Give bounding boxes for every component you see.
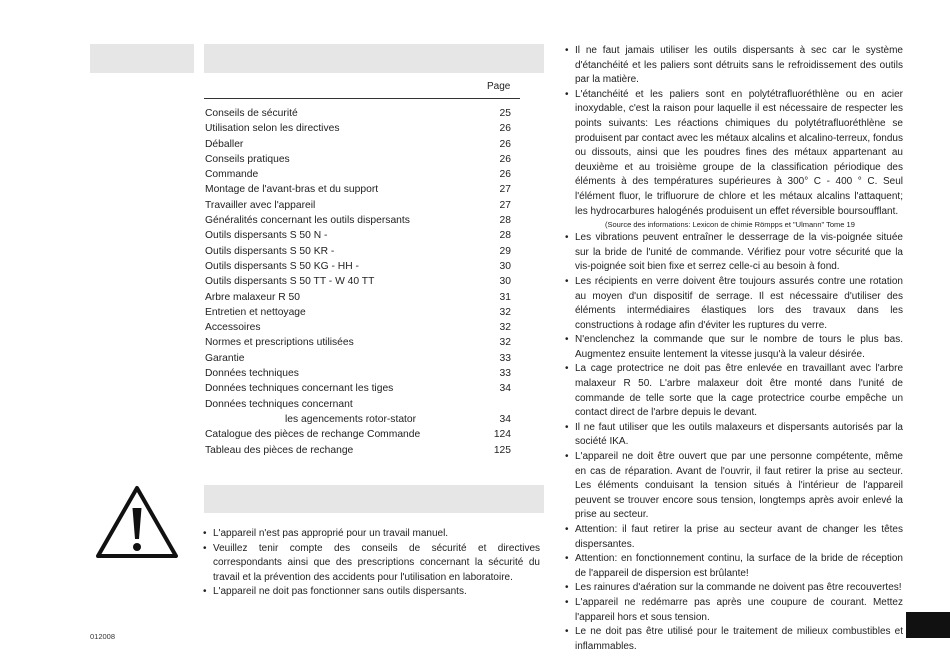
document-code: 012008 [90, 632, 116, 641]
toc-row[interactable]: Généralités concernant les outils dispersants 28 [205, 215, 511, 227]
toc-header-bar [204, 44, 544, 73]
list-item: • La cage protectrice ne doit pas être enlevée en travaillant avec l'arbre malaxeur R 50. L'arbre malaxeur doit être monté dans l'unité de commande de telle sorte que la cage protectrice courbe empêche un contact direct de l'arbre depuis le devant. [565, 362, 903, 420]
list-item: • L'appareil ne doit pas fonctionner sans outils dispersants. [203, 585, 540, 600]
safety-header-bar [204, 485, 544, 513]
safety-instructions-list [203, 527, 540, 600]
toc-row[interactable]: Catalogue des pièces de rechange Commande 124 [205, 429, 511, 441]
list-item: • Les récipients en verre doivent être toujours assurés contre une rotation au moyen d'un dispositif de serrage. Il est nécessaire d'utiliser des éléments intermédiaires élastiques lors des travaux dans les constructions à rodage afin d'éviter les ruptures du verre. [565, 275, 903, 333]
toc-row[interactable]: Déballer 26 [205, 138, 511, 150]
toc-row[interactable]: Accessoires 32 [205, 322, 511, 334]
list-item: • N'enclenchez la commande que sur le nombre de tours le plus bas. Augmentez ensuite lentement la vitesse jusqu'à la valeur désirée. [565, 333, 903, 362]
toc-row[interactable]: Arbre malaxeur R 50 31 [205, 291, 511, 303]
toc-row[interactable]: Outils dispersants S 50 KG - HH - 30 [205, 260, 511, 272]
toc-row[interactable]: Conseils pratiques 26 [205, 153, 511, 165]
toc-row[interactable]: Entretien et nettoyage 32 [205, 306, 511, 318]
toc-row[interactable]: Garantie 33 [205, 352, 511, 364]
toc-page-column-label: Page [487, 81, 511, 92]
toc-row[interactable]: Données techniques 33 [205, 368, 511, 380]
list-item: • L'appareil ne redémarre pas après une coupure de courant. Mettez l'appareil hors et sous tension. [565, 596, 903, 625]
toc-row[interactable]: Outils dispersants S 50 N - 28 [205, 230, 511, 242]
list-item: • Les vibrations peuvent entraîner le desserrage de la vis-poignée située sur la bride de l'unité de commande. Vérifiez pour votre sécurité que la vis-poignée soit bien fixe et serrez celle-ci au besoin à fond. [565, 231, 903, 275]
toc-row[interactable]: Normes et prescriptions utilisées 32 [205, 337, 511, 349]
list-item: • L'appareil n'est pas approprié pour un travail manuel. [203, 527, 540, 542]
toc-row[interactable]: Données techniques concernant [205, 398, 353, 410]
list-item: • Il ne faut utiliser que les outils malaxeurs et dispersants autorisés par la société IKA. [565, 421, 903, 450]
toc-divider [204, 98, 520, 99]
warning-triangle-icon [94, 484, 180, 565]
toc-row[interactable]: Conseils de sécurité 25 [205, 108, 511, 119]
language-tab [90, 44, 194, 73]
toc-row[interactable]: Données techniques concernant les tiges 34 [205, 383, 511, 395]
list-item: • Le ne doit pas être utilisé pour le traitement de milieux combustibles et inflammables. [565, 625, 903, 654]
list-item: • L'appareil ne doit être ouvert que par une personne compétente, même en cas de réparation. Avant de l'ouvrir, il faut retirer la prise au secteur. Les éléments conduisant la tension situés à l'intérieur de l'appareil peuvent se trouver encore sous tension, longtemps après avoir enlevé la prise au secteur. [565, 450, 903, 523]
list-item: • Les rainures d'aération sur la commande ne doivent pas être recouvertes! [565, 581, 903, 596]
toc-row[interactable]: Travailler avec l'appareil 27 [205, 199, 511, 211]
page-marker-tab [906, 612, 950, 638]
toc-row[interactable]: Outils dispersants S 50 KR - 29 [205, 245, 511, 257]
toc-row[interactable]: les agencements rotor-stator 34 [285, 413, 511, 425]
toc-row[interactable]: Tableau des pièces de rechange 125 [205, 444, 511, 456]
toc-row[interactable]: Montage de l'avant-bras et du support 27 [205, 184, 511, 196]
toc-row[interactable]: Commande 26 [205, 169, 511, 181]
list-item: • Il ne faut jamais utiliser les outils dispersants à sec car le système d'étanchéité et les paliers sont détruits sans le refroidissement des outils par la matière. [565, 44, 903, 88]
toc-row[interactable]: Outils dispersants S 50 TT - W 40 TT 30 [205, 276, 511, 288]
toc-row[interactable]: Utilisation selon les directives 26 [205, 123, 511, 135]
table-of-contents [205, 106, 511, 458]
list-item: • L'étanchéité et les paliers sont en polytétrafluoréthlène ou en acier inoxydable, c'est la raison pour laquelle il est nécessaire de respecter les points suivants: Les réactions chimiques du polytétrafluoréthlène se produisent par contact avec les métaux alcalins et alcalino-terreux, fondus ou dissouts, ainsi que les poudres fines des métaux appartenant au deuxième et au troisième groupe de la classification périodique des éléments à des températures supérieures à 300° C - 400 ° C. Seul l'élément fluor, le trifluorure de chlore et les métaux alcalins l'attaquent; les hydrocarbures halogénés produisent un effet réversible boursoufflant. [565, 88, 903, 219]
list-item: • Attention: il faut retirer la prise au secteur avant de changer les têtes dispersantes. [565, 523, 903, 552]
list-item: • Veuillez tenir compte des conseils de sécurité et directives correspondants ainsi que des prescriptions concernant la sécurité du travail et la prévention des accidents pour l'utilisation en laboratoire. [203, 542, 540, 586]
list-item: • Attention: en fonctionnement continu, la surface de la bride de réception de l'appareil de dispersion est brûlante! [565, 552, 903, 581]
source-note: (Source des informations: Lexicon de chimie Römpps et "Ulmann" Tome 19 [605, 220, 855, 230]
safety-instructions-continued-list [565, 44, 903, 654]
